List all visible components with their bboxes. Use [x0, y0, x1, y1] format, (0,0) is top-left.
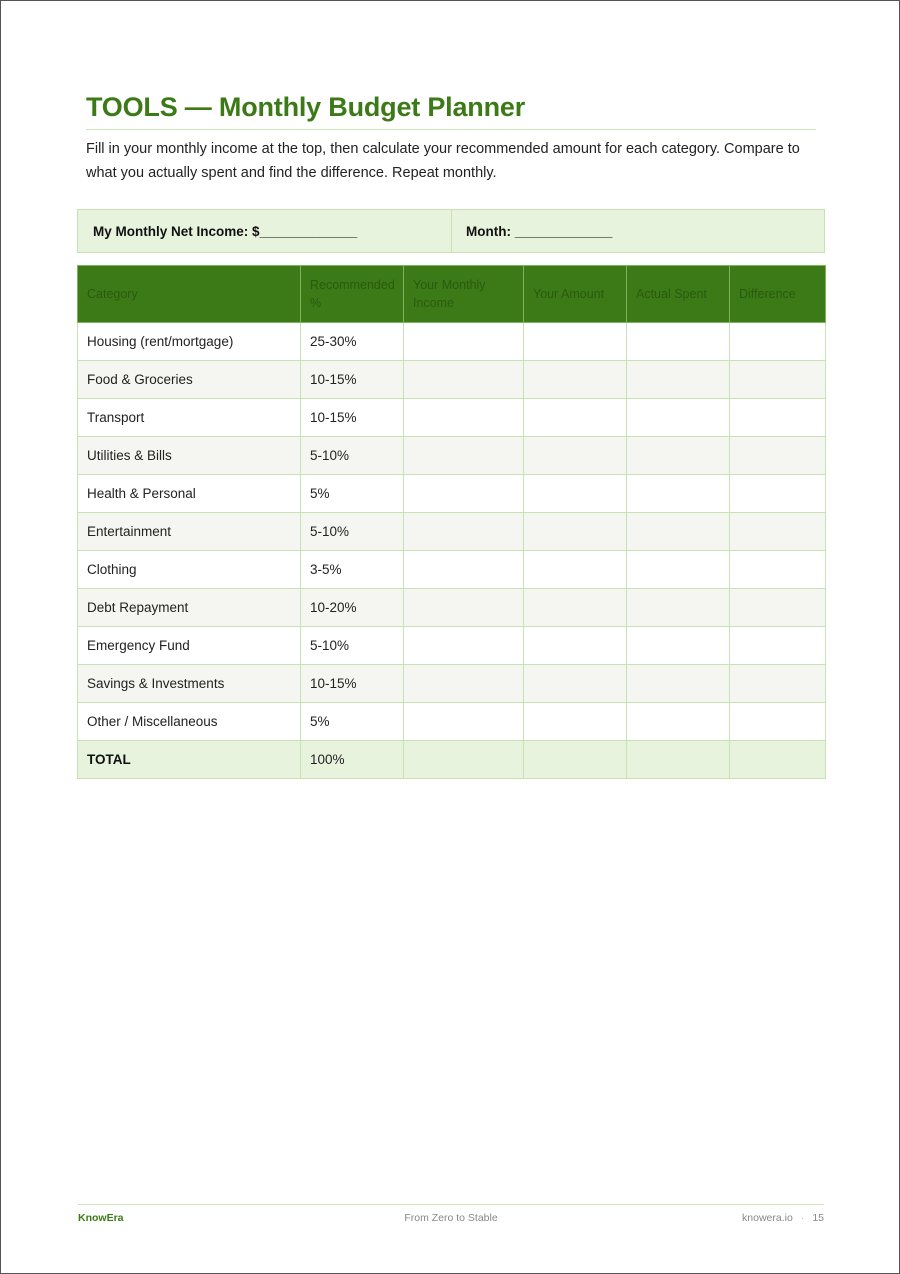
- difference-cell[interactable]: [730, 627, 826, 665]
- difference-cell[interactable]: [730, 323, 826, 361]
- percent-cell: 5-10%: [301, 437, 404, 475]
- actual-spent-cell[interactable]: [627, 475, 730, 513]
- your-amount-cell[interactable]: [524, 437, 627, 475]
- category-cell: Transport: [78, 399, 301, 437]
- header-recommended-percent: Recommended %: [301, 266, 404, 323]
- category-cell: Clothing: [78, 551, 301, 589]
- total-row: [78, 741, 826, 779]
- total-monthly-income-cell[interactable]: [404, 741, 524, 779]
- monthly-income-cell[interactable]: [404, 437, 524, 475]
- monthly-income-cell[interactable]: [404, 399, 524, 437]
- income-box: [77, 209, 825, 253]
- monthly-income-cell[interactable]: [404, 703, 524, 741]
- table-row: [78, 589, 826, 627]
- page-footer: [78, 1212, 824, 1228]
- footer-divider: [78, 1204, 824, 1205]
- actual-spent-cell[interactable]: [627, 665, 730, 703]
- category-cell: Debt Repayment: [78, 589, 301, 627]
- difference-cell[interactable]: [730, 665, 826, 703]
- category-cell: Health & Personal: [78, 475, 301, 513]
- table-row: [78, 703, 826, 741]
- percent-cell: 5-10%: [301, 513, 404, 551]
- intro-text: Fill in your monthly income at the top, then calculate your recommended amount for each category. Compare to what you actually spent and find the difference. Repeat monthly.: [86, 141, 800, 181]
- actual-spent-cell[interactable]: [627, 323, 730, 361]
- percent-cell: 10-15%: [301, 361, 404, 399]
- page-number: 15: [812, 1212, 824, 1224]
- actual-spent-cell[interactable]: [627, 399, 730, 437]
- percent-cell: 5%: [301, 703, 404, 741]
- your-amount-cell[interactable]: [524, 399, 627, 437]
- table-row: [78, 475, 826, 513]
- table-row: [78, 513, 826, 551]
- total-label: TOTAL: [78, 741, 301, 779]
- actual-spent-cell[interactable]: [627, 437, 730, 475]
- category-cell: Utilities & Bills: [78, 437, 301, 475]
- difference-cell[interactable]: [730, 437, 826, 475]
- your-amount-cell[interactable]: [524, 627, 627, 665]
- monthly-income-cell[interactable]: [404, 627, 524, 665]
- difference-cell[interactable]: [730, 361, 826, 399]
- footer-right: [742, 1212, 824, 1224]
- page-title: TOOLS — Monthly Budget Planner: [86, 92, 526, 122]
- monthly-income-cell[interactable]: [404, 551, 524, 589]
- total-difference-cell[interactable]: [730, 741, 826, 779]
- your-amount-cell[interactable]: [524, 361, 627, 399]
- percent-cell: 10-15%: [301, 399, 404, 437]
- footer-tagline: From Zero to Stable: [404, 1212, 498, 1224]
- budget-table: [77, 265, 826, 779]
- table-row: [78, 665, 826, 703]
- month-field[interactable]: Month: _____________: [466, 223, 613, 239]
- category-cell: Emergency Fund: [78, 627, 301, 665]
- title-divider: [86, 129, 816, 130]
- monthly-income-cell[interactable]: [404, 513, 524, 551]
- footer-site: knowera.io: [742, 1212, 793, 1224]
- your-amount-cell[interactable]: [524, 589, 627, 627]
- table-row: [78, 551, 826, 589]
- header-monthly-income: Your Monthly Income: [404, 266, 524, 323]
- footer-separator: ·: [800, 1212, 805, 1224]
- category-cell: Entertainment: [78, 513, 301, 551]
- percent-cell: 25-30%: [301, 323, 404, 361]
- your-amount-cell[interactable]: [524, 513, 627, 551]
- difference-cell[interactable]: [730, 475, 826, 513]
- monthly-income-cell[interactable]: [404, 589, 524, 627]
- your-amount-cell[interactable]: [524, 703, 627, 741]
- percent-cell: 10-20%: [301, 589, 404, 627]
- your-amount-cell[interactable]: [524, 665, 627, 703]
- actual-spent-cell[interactable]: [627, 551, 730, 589]
- difference-cell[interactable]: [730, 551, 826, 589]
- header-category: Category: [78, 266, 301, 323]
- monthly-income-cell[interactable]: [404, 361, 524, 399]
- category-cell: Savings & Investments: [78, 665, 301, 703]
- difference-cell[interactable]: [730, 399, 826, 437]
- table-row: [78, 437, 826, 475]
- category-cell: Housing (rent/mortgage): [78, 323, 301, 361]
- monthly-income-cell[interactable]: [404, 665, 524, 703]
- actual-spent-cell[interactable]: [627, 361, 730, 399]
- difference-cell[interactable]: [730, 513, 826, 551]
- difference-cell[interactable]: [730, 589, 826, 627]
- category-cell: Food & Groceries: [78, 361, 301, 399]
- percent-cell: 10-15%: [301, 665, 404, 703]
- monthly-income-field[interactable]: My Monthly Net Income: $_____________: [78, 210, 452, 252]
- footer-brand: KnowEra: [78, 1212, 124, 1224]
- category-cell: Other / Miscellaneous: [78, 703, 301, 741]
- your-amount-cell[interactable]: [524, 551, 627, 589]
- header-actual-spent: Actual Spent: [627, 266, 730, 323]
- header-your-amount: Your Amount: [524, 266, 627, 323]
- total-actual-spent-cell[interactable]: [627, 741, 730, 779]
- your-amount-cell[interactable]: [524, 323, 627, 361]
- difference-cell[interactable]: [730, 703, 826, 741]
- monthly-income-cell[interactable]: [404, 323, 524, 361]
- percent-cell: 5%: [301, 475, 404, 513]
- monthly-income-cell[interactable]: [404, 475, 524, 513]
- percent-cell: 5-10%: [301, 627, 404, 665]
- table-row: [78, 399, 826, 437]
- actual-spent-cell[interactable]: [627, 513, 730, 551]
- percent-cell: 3-5%: [301, 551, 404, 589]
- your-amount-cell[interactable]: [524, 475, 627, 513]
- table-row: [78, 323, 826, 361]
- total-percent: 100%: [301, 741, 404, 779]
- table-header-row: [78, 266, 826, 323]
- total-your-amount-cell[interactable]: [524, 741, 627, 779]
- actual-spent-cell[interactable]: [627, 627, 730, 665]
- actual-spent-cell[interactable]: [627, 703, 730, 741]
- table-row: [78, 361, 826, 399]
- actual-spent-cell[interactable]: [627, 589, 730, 627]
- table-row: [78, 627, 826, 665]
- header-difference: Difference: [730, 266, 826, 323]
